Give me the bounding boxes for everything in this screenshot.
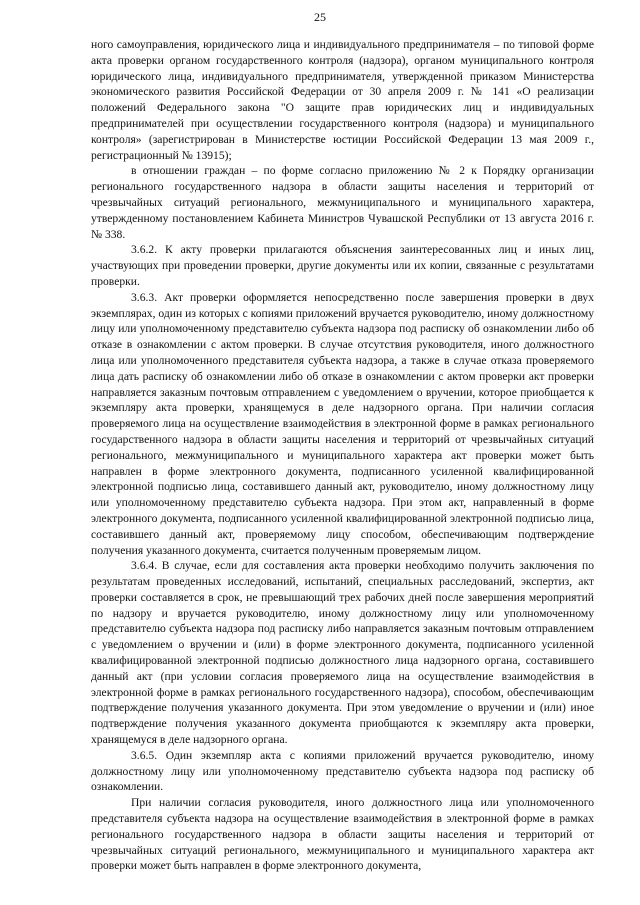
paragraph-continuation: ного самоуправления, юридического лица и индивидуального предпринимателя – по типовой форме акта проверки органом государственного контроля (надзора), органом муниципального контроля юридического лица, индивидуального предпринимателя, утвержденной приказом Министерства экономического развития Российской Федерации от 30 апреля 2009 г. № 141 «О реализации положений Федерального закона "О защите прав юридических лиц и индивидуальных предпринимателей при осуществлении государственного контроля (надзора) и муниципального контроля» (зарегистрирован в Министерстве юстиции Российской Федерации 13 мая 2009 г., регистрационный № 13915); — [91, 38, 594, 162]
paragraph-3-6-5: 3.6.5. Один экземпляр акта с копиями приложений вручается руководителю, иному должностному лицу или уполномоченному представителю субъекта надзора под расписку об ознакомлении. — [91, 748, 594, 794]
paragraph-electronic-consent: При наличии согласия руководителя, иного должностного лица или уполномоченного представителя субъекта надзора на осуществление взаимодействия в электронной форме в рамках регионального государственного надзора в области защиты населения и территорий от чрезвычайных ситуаций регионального, межмуниципального и муниципального характера акт проверки может быть направлен в форме электронного документа, — [91, 796, 594, 873]
document-body — [91, 37, 594, 874]
page-number: 25 — [314, 10, 326, 24]
paragraph-3-6-4: 3.6.4. В случае, если для составления акта проверки необходимо получить заключения по результатам проведенных исследований, испытаний, специальных расследований, экспертиз, акт проверки составляется в срок, не превышающий трех рабочих дней после завершения мероприятий по надзору и вручается руководителю, иному должностному лицу или уполномоченному представителю субъекта надзора под расписку либо направляется заказным почтовым отправлением с уведомлением о вручении и (или) в форме электронного документа, подписанного усиленной квалифицированной электронной подписью должностного лица надзорного органа, составившего данный акт (при условии согласия проверяемого лица на осуществление взаимодействия в электронной форме в рамках регионального государственного надзора), способом, обеспечивающим подтверждение получения указанного документа. При этом уведомление о вручении и (или) иное подтверждение получения указанного документа приобщаются к экземпляру акта проверки, хранящемуся в деле надзорного органа. — [91, 559, 594, 747]
paragraph-citizens: в отношении граждан – по форме согласно приложению № 2 к Порядку организации регионального государственного надзора в области защиты населения и территорий от чрезвычайных ситуаций регионального, межмуниципального и муниципального характера, утвержденному постановлением Кабинета Министров Чувашской Республики от 13 августа 2016 г. № 338. — [91, 164, 594, 241]
paragraph-3-6-2: 3.6.2. К акту проверки прилагаются объяснения заинтересованных лиц и иных лиц, участвующих при проведении проверки, другие документы или их копии, связанные с результатами проверки. — [91, 243, 594, 288]
paragraph-3-6-3: 3.6.3. Акт проверки оформляется непосредственно после завершения проверки в двух экземплярах, один из которых с копиями приложений вручается руководителю, иному должностному лицу или уполномоченному представителю субъекта надзора под расписку об ознакомлении либо об отказе в ознакомлении с актом проверки. В случае отсутствия руководителя, иного должностного лица или уполномоченного представителя субъекта надзора, а также в случае отказа проверяемого лица дать расписку об ознакомлении либо об отказе в ознакомлении с актом проверки акт проверки направляется заказным почтовым отправлением с уведомлением о вручении, которое приобщается к экземпляру акта проверки, хранящемуся в деле надзорного органа. При наличии согласия проверяемого лица на осуществление взаимодействия в электронной форме в рамках регионального государственного надзора в области защиты населения и территорий от чрезвычайных ситуаций регионального, межмуниципального и муниципального характера акт проверки может быть направлен в форме электронного документа, подписанного усиленной квалифицированной электронной подписью лица, составившего данный акт, руководителю, иному должностному лицу или уполномоченному представителю субъекта надзора. При этом акт, направленный в форме электронного документа, подписанного усиленной квалифицированной электронной подписью лица, составившего данный акт, проверяемому лицу способом, обеспечивающим подтверждение получения указанного документа, считается полученным проверяемым лицом. — [91, 290, 594, 557]
